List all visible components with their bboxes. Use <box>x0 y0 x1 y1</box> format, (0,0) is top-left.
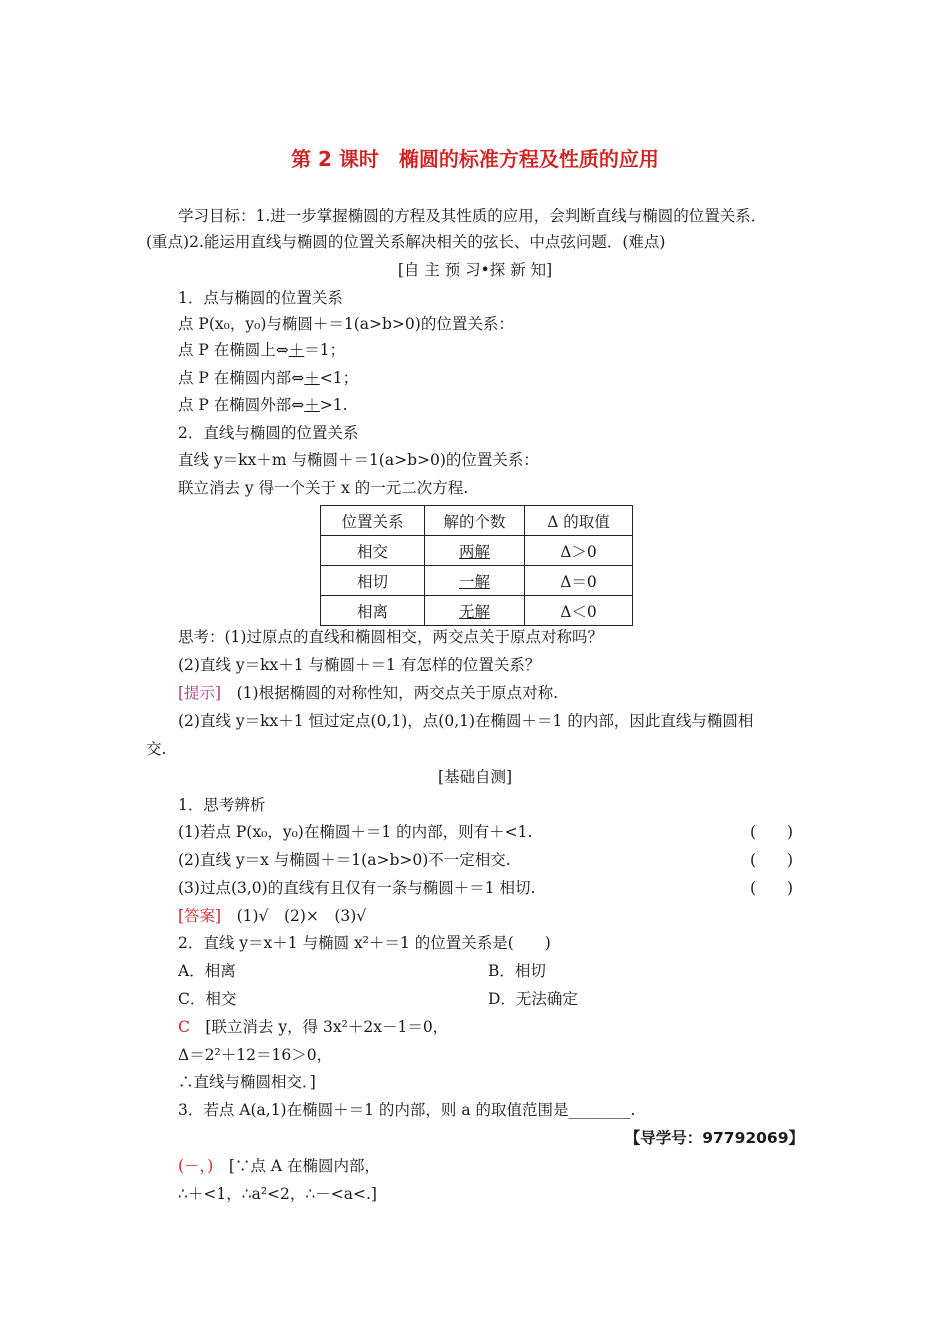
table-cell: Δ＜0 <box>525 596 633 626</box>
table-cell: 无解 <box>425 596 525 626</box>
question-1-heading: 1．思考辨析 <box>178 796 266 814</box>
table-header: 解的个数 <box>425 506 525 536</box>
judgement-item: (2)直线 y＝x 与椭圆＋＝1(a>b>0)不一定相交. <box>178 851 511 869</box>
section-heading-preview: [自 主 预 习•探 新 知] <box>397 261 553 279</box>
table-cell: 两解 <box>425 536 525 566</box>
guide-number: 【导学号：97792069】 <box>624 1129 804 1147</box>
table-row <box>321 566 633 596</box>
fill-blank: ＋ <box>288 341 305 359</box>
section-heading-basic: [基础自测] <box>437 768 513 786</box>
condition-suffix: <1； <box>319 369 359 387</box>
position-relation-table <box>320 505 633 626</box>
condition-prefix: 点 P 在椭圆外部⇔ <box>178 396 305 414</box>
part1-heading: 1．点与椭圆的位置关系 <box>178 289 343 307</box>
option-d: D．无法确定 <box>488 990 578 1008</box>
answer-letter: C <box>178 1018 190 1036</box>
judgement-item: (3)过点(3,0)的直线有且仅有一条与椭圆＋＝1 相切. <box>178 879 536 897</box>
part2-method: 联立消去 y 得一个关于 x 的一元二次方程. <box>178 479 469 497</box>
table-cell: 相离 <box>321 596 425 626</box>
judgement-item: (1)若点 P(x₀，y₀)在椭圆＋＝1 的内部，则有＋<1. <box>178 823 533 841</box>
hint-answer-1: (1)根据椭圆的对称性知，两交点关于原点对称. <box>221 684 558 702</box>
option-b: B．相切 <box>488 962 546 980</box>
answer-paren: ( ) <box>750 823 794 841</box>
table-cell: 相交 <box>321 536 425 566</box>
q2-solution-line-2: Δ＝2²＋12＝16＞0， <box>178 1046 333 1064</box>
objectives-line-1: 学习目标：1.进一步掌握椭圆的方程及其性质的应用，会判断直线与椭圆的位置关系． <box>178 207 767 225</box>
objectives-line-2: (重点)2.能运用直线与椭圆的位置关系解决相关的弦长、中点弦问题．(难点) <box>146 233 666 251</box>
think-question-1: 思考：(1)过原点的直线和椭圆相交，两交点关于原点对称吗？ <box>178 628 603 646</box>
hint-tag: [提示] <box>178 684 222 702</box>
table-cell: Δ＞0 <box>525 536 633 566</box>
think-question-2: (2)直线 y＝kx＋1 与椭圆＋＝1 有怎样的位置关系？ <box>178 656 541 674</box>
part2-intro: 直线 y＝kx＋m 与椭圆＋＝1(a>b>0)的位置关系： <box>178 451 539 469</box>
fill-blank: ＋ <box>304 369 320 387</box>
table-row <box>321 596 633 626</box>
q2-solution-line-3: ∴直线与椭圆相交．] <box>178 1073 316 1091</box>
condition-suffix: >1. <box>319 396 348 414</box>
answer-tag: [答案] <box>178 907 222 925</box>
condition-suffix: ＝1； <box>304 341 346 359</box>
hint-line <box>178 683 558 703</box>
table-header: Δ 的取值 <box>525 506 633 536</box>
hint-answer-2: (2)直线 y＝kx＋1 恒过定点(0,1)，点(0,1)在椭圆＋＝1 的内部，因此直线与椭圆相 <box>178 712 754 730</box>
q3-solution-line-2: ∴＋<1，∴a²<2，∴－<a<.] <box>178 1185 377 1203</box>
condition-prefix: 点 P 在椭圆内部⇔ <box>178 369 305 387</box>
condition-prefix: 点 P 在椭圆上⇔ <box>178 341 289 359</box>
point-inside-ellipse <box>178 368 358 388</box>
hint-answer-2-cont: 交. <box>146 740 167 758</box>
point-on-ellipse <box>178 340 345 360</box>
table-cell: 一解 <box>425 566 525 596</box>
table-cell: Δ＝0 <box>525 566 633 596</box>
fill-blank: ＋ <box>304 396 320 414</box>
option-a: A．相离 <box>178 962 236 980</box>
answer-text: (1)√ (2)× (3)√ <box>221 907 367 925</box>
answer-line <box>178 906 366 926</box>
solution-text: [联立消去 y，得 3x²＋2x－1＝0， <box>189 1018 449 1036</box>
table-header-row <box>321 506 633 536</box>
point-outside-ellipse <box>178 395 348 415</box>
q3-solution-line-1 <box>178 1156 380 1176</box>
page-title: 第 2 课时 椭圆的标准方程及性质的应用 <box>291 147 659 171</box>
answer-paren: ( ) <box>750 851 794 869</box>
question-2-stem: 2．直线 y＝x＋1 与椭圆 x²＋＝1 的位置关系是( ) <box>178 934 551 952</box>
solution-text: [∵点 A 在椭圆内部， <box>213 1157 380 1175</box>
question-3-stem: 3．若点 A(a,1)在椭圆＋＝1 的内部，则 a 的取值范围是________. <box>178 1101 636 1119</box>
answer-paren: ( ) <box>750 879 794 897</box>
answer-range: (－，) <box>178 1157 214 1175</box>
q2-solution-line-1 <box>178 1017 448 1037</box>
table-row <box>321 536 633 566</box>
part1-intro: 点 P(x₀，y₀)与椭圆＋＝1(a>b>0)的位置关系： <box>178 315 514 333</box>
option-c: C．相交 <box>178 990 237 1008</box>
table-header: 位置关系 <box>321 506 425 536</box>
table-cell: 相切 <box>321 566 425 596</box>
part2-heading: 2．直线与椭圆的位置关系 <box>178 424 359 442</box>
